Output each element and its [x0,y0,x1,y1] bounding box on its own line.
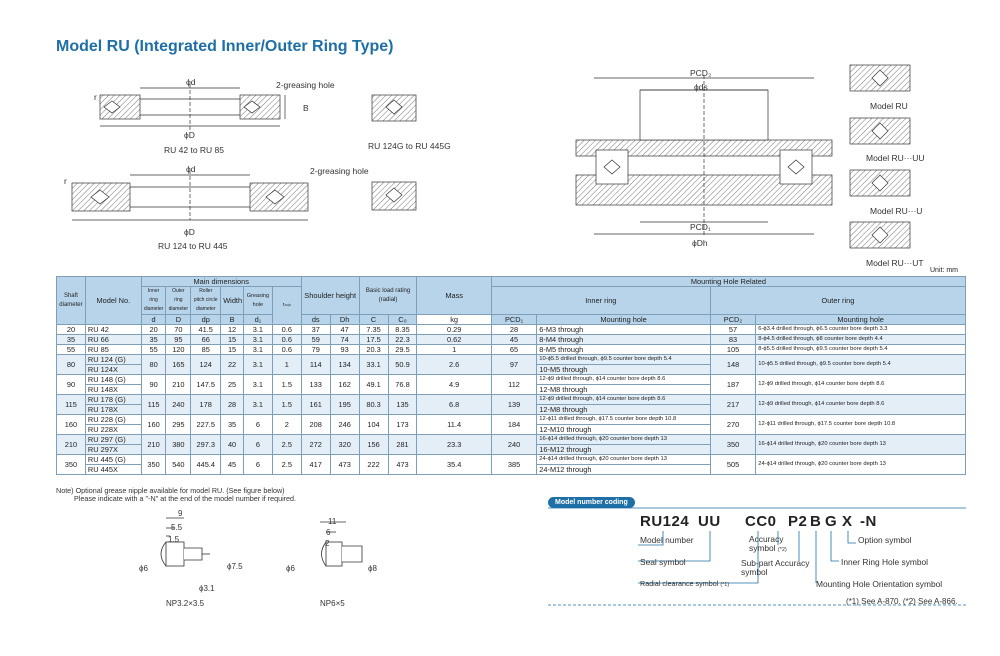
table-cell: 79 [301,345,330,355]
table-cell: 12-M10 through [537,425,711,435]
table-cell: RU 297X [85,445,141,455]
table-cell: 184 [491,415,536,435]
table-cell: 20.3 [359,345,388,355]
table-cell: 0.6 [272,335,301,345]
table-cell: 240 [491,435,536,455]
dim-r-ru124: r [64,176,67,186]
coding-footnote: (*1) See A-870. (*2) See A-866. [846,597,958,606]
table-cell: 240 [166,395,191,415]
table-cell: 22.3 [388,335,417,345]
dim-d-ru124: ϕd [186,164,196,174]
model-number-coding [548,497,966,607]
table-cell: 0.29 [417,325,491,335]
table-cell: 24-ϕ14 drilled through, ϕ20 counter bore depth 13 [537,455,711,465]
table-cell: RU 66 [85,335,141,345]
table-cell: 210 [166,375,191,395]
table-cell: 350 [710,435,755,455]
nipple-b-caption: NP6×5 [320,599,345,608]
code-part-clearance: CC0 [745,513,777,530]
table-cell: 90 [141,375,166,395]
table-cell: 6-M3 through [537,325,711,335]
label-orientation: Mounting Hole Orientation symbol [816,579,943,589]
code-part-innerhole: X [842,513,853,530]
table-cell: 134 [330,355,359,375]
table-cell: 156 [359,435,388,455]
table-cell: 20 [57,325,86,335]
table-cell: 0.62 [417,335,491,345]
table-cell: 25 [221,375,244,395]
table-cell: 66 [191,335,221,345]
table-cell: RU 42 [85,325,141,335]
table-cell: RU 85 [85,345,141,355]
th-width: Width [221,287,244,315]
table-cell: 23.3 [417,435,491,455]
code-part-subaccuracy: B [810,513,822,530]
bearing-drawings [0,60,1000,270]
table-cell: 1.5 [272,375,301,395]
nipple-b-dim-11: 11 [328,517,337,526]
table-cell: 12-ϕ11 drilled through, ϕ17.5 counter bore depth 10.8 [537,415,711,425]
spec-table [56,276,966,475]
greasing-hole-label: 2-greasing hole [276,80,335,90]
table-cell: 2.5 [272,435,301,455]
table-cell: 6 [243,415,272,435]
table-cell: 2.6 [417,355,491,375]
table-cell: 385 [491,455,536,475]
table-cell: 12-ϕ9 drilled through, ϕ14 counter bore depth 8.6 [537,375,711,385]
note-line-2: Please indicate with a "-N" at the end of the model number if required. [74,494,297,503]
table-cell: 147.5 [191,375,221,395]
nipple-b-dim-2: 2 [325,539,330,548]
table-cell: 40 [221,435,244,455]
table-cell: 222 [359,455,388,475]
table-row [57,415,966,425]
dim-pcd1: PCD₁ [690,222,711,232]
nipple-a-dim-5-5: 5.5 [171,523,183,532]
label-clearance-text: Radial clearance symbol [640,579,719,588]
caption-ru124-445: RU 124 to RU 445 [158,241,228,251]
table-cell: 227.5 [191,415,221,435]
table-cell: 16-M12 through [537,445,711,455]
table-cell: 80 [57,355,86,375]
table-cell: 8-ϕ5.5 drilled through, ϕ9.5 counter bore depth 5.4 [756,345,966,355]
table-cell: 95 [166,335,191,345]
th-sym-mhole: Mounting hole [537,315,711,325]
label-accuracy-text: Accuracy symbol [749,534,784,553]
table-cell: 17.5 [359,335,388,345]
table-cell: 6 [243,455,272,475]
code-part-option: -N [860,513,877,530]
table-cell: 1.5 [272,395,301,415]
table-row [57,375,966,385]
table-cell: 12-ϕ11 drilled through, ϕ17.5 counter bore depth 10.8 [756,415,966,435]
dim-b-label: B [303,103,309,113]
table-row [57,435,966,445]
table-cell: 28 [221,395,244,415]
table-cell: 93 [330,345,359,355]
variant-ru-ut: Model RU···UT [866,258,924,268]
table-cell: 139 [491,395,536,415]
notes [56,487,296,503]
table-cell: 35.4 [417,455,491,475]
table-cell: 505 [710,455,755,475]
label-accuracy [749,535,795,555]
table-cell: 24-ϕ14 drilled through, ϕ20 counter bore depth 13 [756,455,966,475]
th-inner-dia: Inner ring diameter [141,287,166,315]
table-cell: RU 124X [85,365,141,375]
table-cell: 90 [57,375,86,395]
th-shoulder: Shoulder height [301,277,359,315]
table-cell: 148 [710,355,755,375]
table-cell: 297.3 [191,435,221,455]
table-row [57,325,966,335]
th-sym-C0: C₀ [388,315,417,325]
page-title: Model RU (Integrated Inner/Outer Ring Type) [56,38,394,55]
table-cell: 0.6 [272,345,301,355]
th-sym-D: D [166,315,191,325]
table-cell: 2 [272,415,301,435]
table-cell: 217 [710,395,755,415]
table-cell: RU 228X [85,425,141,435]
table-cell: 120 [166,345,191,355]
table-cell: 11.4 [417,415,491,435]
greasing-hole-label-2: 2-greasing hole [310,166,369,176]
table-cell: 8-M4 through [537,335,711,345]
coding-badge: Model number coding [548,497,635,508]
table-cell: 380 [166,435,191,455]
variant-ru: Model RU [870,101,908,111]
table-cell: 74 [330,335,359,345]
th-sym-mhole2: Mounting hole [756,315,966,325]
table-cell: 133 [301,375,330,395]
table-cell: 33.1 [359,355,388,375]
table-cell: 55 [141,345,166,355]
table-cell: 320 [330,435,359,455]
table-cell: 270 [710,415,755,435]
table-cell: 37 [301,325,330,335]
table-cell: 165 [166,355,191,375]
table-cell: 295 [166,415,191,435]
th-inner-ring: Inner ring [491,287,710,315]
spec-table-body [57,325,966,475]
dim-d-ru42: ϕd [186,77,196,87]
table-cell: 2.5 [272,455,301,475]
table-row [57,455,966,465]
table-cell: 246 [330,415,359,435]
table-cell: 50.9 [388,355,417,375]
table-cell: 124 [191,355,221,375]
table-cell: 22 [221,355,244,375]
table-cell: 473 [388,455,417,475]
table-cell: 3.1 [243,355,272,375]
table-cell: 45 [491,335,536,345]
table-cell: 47 [330,325,359,335]
th-pitch: Roller pitch circle diameter [191,287,221,315]
th-sym-d1: d₁ [243,315,272,325]
table-cell: 112 [491,375,536,395]
table-cell: 85 [191,345,221,355]
table-cell: 57 [710,325,755,335]
table-cell: 195 [330,395,359,415]
table-cell: RU 148X [85,385,141,395]
table-cell: 28 [491,325,536,335]
nipple-a-caption: NP3.2×3.5 [166,599,205,608]
table-cell: 59 [301,335,330,345]
table-cell: 187 [710,375,755,395]
dim-ds: ϕds [694,82,708,92]
code-part-model: RU124 [640,513,690,530]
th-model: Model No. [85,277,141,325]
th-outer-dia: Outer ring diameter [166,287,191,315]
table-cell: 160 [57,415,86,435]
table-cell: 12-ϕ9 drilled through, ϕ14 counter bore depth 8.6 [756,395,966,415]
table-cell: 1 [417,345,491,355]
table-cell: 41.5 [191,325,221,335]
nipple-b-dim-6: 6 [326,528,331,537]
table-cell: 178 [191,395,221,415]
nipple-a-dim-1-5: 1.5 [168,535,180,544]
table-cell: 35 [141,335,166,345]
th-sym-pcd1: PCD₁ [491,315,536,325]
th-sym-Dh: Dh [330,315,359,325]
table-cell: 115 [57,395,86,415]
table-cell: 1 [272,355,301,375]
variant-ru-u: Model RU···U [870,206,923,216]
table-cell: 83 [710,335,755,345]
variant-ru-uu: Model RU···UU [866,153,925,163]
nipple-b-dim-phi6: ϕ6 [286,564,295,573]
th-unit-kg: kg [417,315,491,325]
table-cell: RU 178 (G) [85,395,141,405]
table-cell: 15 [221,335,244,345]
table-cell: 8-ϕ4.5 drilled through, ϕ8 counter bore depth 4.4 [756,335,966,345]
table-cell: 65 [491,345,536,355]
label-clearance-note: (*1) [720,582,730,588]
table-cell: RU 445X [85,465,141,475]
table-cell: 7.35 [359,325,388,335]
dim-r-ru42: r [94,92,97,102]
table-cell: 12-M8 through [537,405,711,415]
table-cell: 12-ϕ9 drilled through, ϕ14 counter bore depth 8.6 [537,395,711,405]
table-cell: 10-ϕ5.5 drilled through, ϕ9.5 counter bore depth 5.4 [756,355,966,375]
table-cell: 6 [243,435,272,455]
table-cell: 281 [388,435,417,455]
nipple-a-dim-9: 9 [178,509,183,518]
th-load: Basic load rating (radial) [359,277,417,315]
label-radial-clearance [640,579,729,588]
th-shaft: Shaft diameter [57,277,86,325]
th-sym-B: B [221,315,244,325]
nipple-b-dim-phi8: ϕ8 [368,564,377,573]
dim-D-ru42: ϕD [184,130,195,140]
nipple-a-dim-phi3-1: ϕ3.1 [199,584,215,593]
table-cell: 55 [57,345,86,355]
table-cell: 15 [221,345,244,355]
th-sym-ds: ds [301,315,330,325]
table-cell: 104 [359,415,388,435]
code-part-accuracy: P2 [788,513,808,530]
table-cell: 24-M12 through [537,465,711,475]
table-cell: 162 [330,375,359,395]
label-model-number: Model number [640,535,694,545]
table-cell: 10-M5 through [537,365,711,375]
dim-dh: ϕDh [692,238,708,248]
table-cell: 135 [388,395,417,415]
th-sym-dp: dp [191,315,221,325]
table-cell: 12 [221,325,244,335]
table-cell: 76.8 [388,375,417,395]
label-inner-ring-hole: Inner Ring Hole symbol [841,557,929,567]
table-cell: 272 [301,435,330,455]
label-accuracy-note: (*2) [777,547,787,553]
table-cell: 16-ϕ14 drilled through, ϕ20 counter bore depth 13 [537,435,711,445]
table-cell: 0.6 [272,325,301,335]
table-cell: 4.9 [417,375,491,395]
table-cell: 29.5 [388,345,417,355]
table-cell: RU 124 (G) [85,355,141,365]
table-cell: 105 [710,345,755,355]
table-row [57,345,966,355]
table-cell: 35 [57,335,86,345]
table-cell: 3.1 [243,345,272,355]
table-cell: 3.1 [243,335,272,345]
th-sym-pcd2: PCD₂ [710,315,755,325]
table-cell: RU 228 (G) [85,415,141,425]
label-option: Option symbol [858,535,912,545]
th-outer-ring: Outer ring [710,287,965,315]
table-cell: RU 148 (G) [85,375,141,385]
table-cell: 80 [141,355,166,375]
table-cell: 161 [301,395,330,415]
table-cell: 473 [330,455,359,475]
th-mass: Mass [417,277,491,315]
label-subpart-accuracy: Sub-part Accuracy symbol [741,558,810,577]
table-cell: RU 445 (G) [85,455,141,465]
table-cell: 16-ϕ14 drilled through, ϕ20 counter bore depth 13 [756,435,966,455]
table-row [57,355,966,365]
table-cell: 8.35 [388,325,417,335]
table-cell: 70 [166,325,191,335]
note-line-1: Note) Optional grease nipple available for model RU. (See figure below) [56,486,285,495]
table-cell: 3.1 [243,325,272,335]
table-cell: 12-M8 through [537,385,711,395]
table-cell: 160 [141,415,166,435]
table-cell: 3.1 [243,395,272,415]
th-sym-d: d [141,315,166,325]
table-cell: 97 [491,355,536,375]
table-cell: 417 [301,455,330,475]
th-rmin: rₘᵢₙ [272,287,301,325]
table-cell: 49.1 [359,375,388,395]
table-cell: 6.8 [417,395,491,415]
code-part-seal: UU [698,513,721,530]
dim-D-ru124: ϕD [184,227,195,237]
table-row [57,335,966,345]
th-grease: Greasing hole [243,287,272,315]
table-cell: RU 178X [85,405,141,415]
table-cell: 8-M5 through [537,345,711,355]
table-cell: 80.3 [359,395,388,415]
table-cell: 115 [141,395,166,415]
th-sym-C: C [359,315,388,325]
table-cell: 210 [141,435,166,455]
table-cell: 3.1 [243,375,272,395]
caption-ru42-85: RU 42 to RU 85 [164,145,224,155]
table-cell: 12-ϕ9 drilled through, ϕ14 counter bore depth 8.6 [756,375,966,395]
table-cell: 540 [166,455,191,475]
table-cell: 10-ϕ5.5 drilled through, ϕ9.5 counter bore depth 5.4 [537,355,711,365]
label-seal-symbol: Seal symbol [640,557,686,567]
table-cell: 45 [221,455,244,475]
table-cell: 6-ϕ3.4 drilled through, ϕ6.5 counter bore depth 3.3 [756,325,966,335]
grease-nipple-drawings [140,508,400,600]
table-cell: 350 [57,455,86,475]
table-cell: 208 [301,415,330,435]
table-cell: 114 [301,355,330,375]
table-cell: 350 [141,455,166,475]
table-cell: 210 [57,435,86,455]
dim-pcd2: PCD₂ [690,68,712,78]
nipple-a-dim-phi6: ϕ6 [139,564,148,573]
table-row [57,395,966,405]
th-mount: Mounting Hole Related [491,277,965,287]
code-part-orientation: G [825,513,838,530]
table-cell: 35 [221,415,244,435]
table-cell: 173 [388,415,417,435]
table-cell: 445.4 [191,455,221,475]
caption-ru124g: RU 124G to RU 445G [368,141,451,151]
th-main: Main dimensions [141,277,301,287]
nipple-a-dim-phi7-5: ϕ7.5 [227,562,243,571]
table-cell: 20 [141,325,166,335]
table-cell: RU 297 (G) [85,435,141,445]
unit-label: Unit: mm [930,267,958,274]
